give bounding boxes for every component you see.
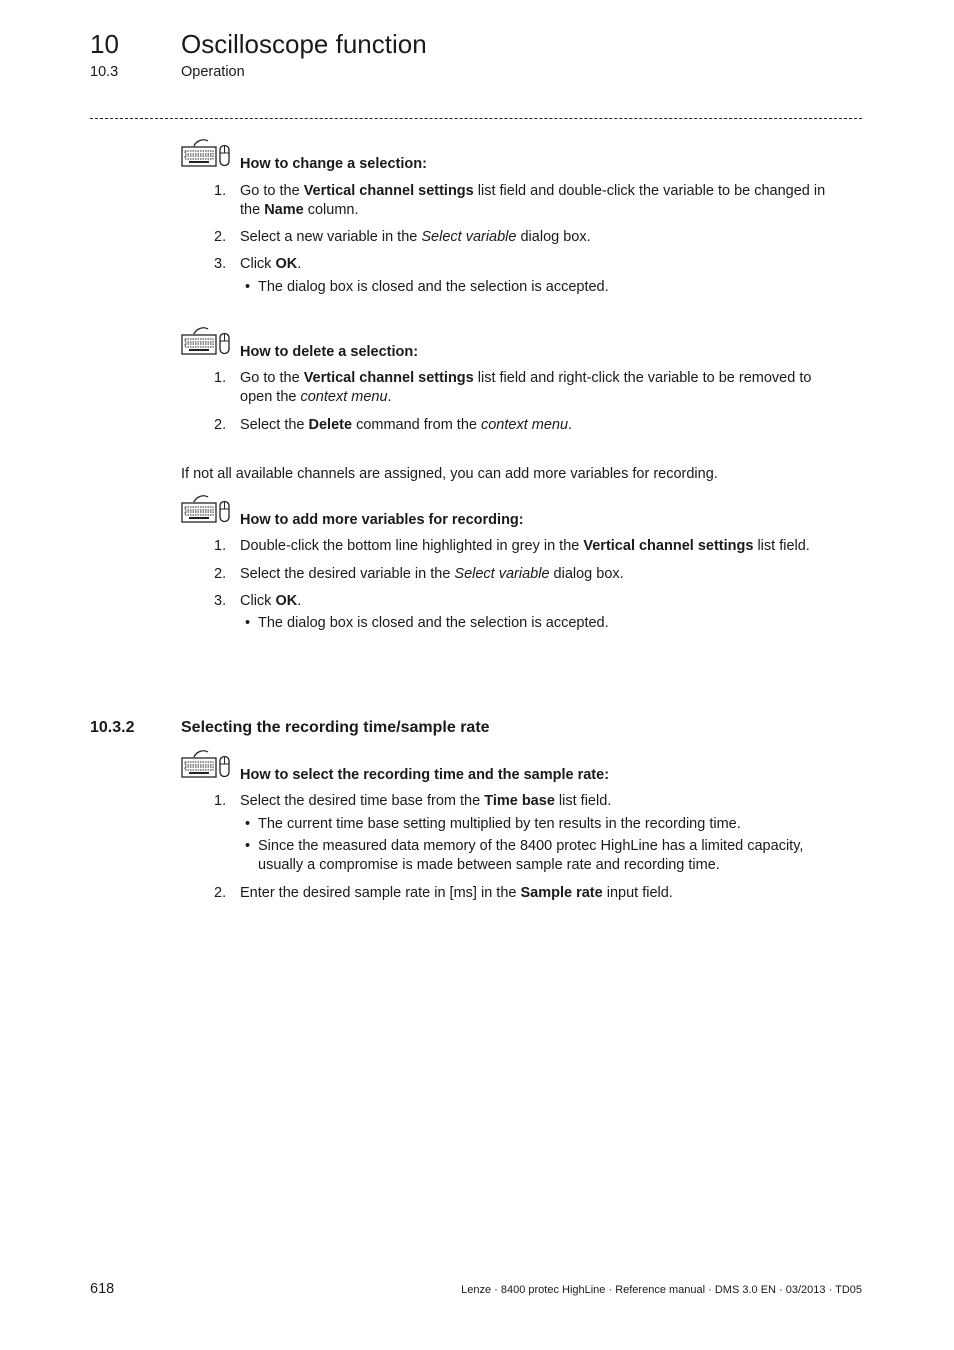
- step-number: 1.: [214, 370, 227, 386]
- keyboard-mouse-icon: [181, 749, 233, 779]
- step-number: 1.: [214, 793, 227, 809]
- section-number: 10.3: [90, 64, 119, 80]
- chapter-title: Oscilloscope function: [181, 29, 427, 59]
- step-text: Click OK.: [240, 593, 302, 609]
- keyboard-mouse-icon: [181, 326, 233, 356]
- bullet-text: The dialog box is closed and the selection is accepted.: [258, 615, 609, 631]
- step-text: Select the Delete command from the context menu.: [240, 417, 573, 433]
- keyboard-mouse-icon: [181, 494, 233, 524]
- step-text: Go to the Vertical channel settings list field and right-click the variable to be removed to: [240, 370, 812, 386]
- step-number: 2.: [214, 885, 227, 901]
- bullet-icon: •: [245, 279, 251, 295]
- bullet-text: The dialog box is closed and the selection is accepted.: [258, 279, 609, 295]
- step-text-continued: open the context menu.: [240, 389, 392, 405]
- bullet-text: Since the measured data memory of the 8400 protec HighLine has a limited capacity,: [258, 838, 804, 854]
- bullet-icon: •: [245, 838, 251, 854]
- bullet-icon: •: [245, 816, 251, 832]
- keyboard-mouse-icon: [181, 138, 233, 168]
- section-title: Operation: [181, 64, 245, 80]
- step-text: Double-click the bottom line highlighted in grey in the Vertical channel settings list field.: [240, 538, 810, 554]
- change-selection-heading: How to change a selection:: [240, 156, 427, 172]
- step-text: Select the desired time base from the Time base list field.: [240, 793, 612, 809]
- bullet-text-continued: usually a compromise is made between sample rate and recording time.: [258, 857, 720, 873]
- footer-document-info: Lenze · 8400 protec HighLine · Reference manual · DMS 3.0 EN · 03/2013 · TD05: [461, 1284, 862, 1296]
- step-number: 3.: [214, 593, 227, 609]
- step-text: Go to the Vertical channel settings list field and double-click the variable to be changed in: [240, 183, 826, 199]
- bullet-text: The current time base setting multiplied by ten results in the recording time.: [258, 816, 741, 832]
- step-text: Select the desired variable in the Select variable dialog box.: [240, 566, 624, 582]
- chapter-number: 10: [90, 29, 119, 59]
- page-number: 618: [90, 1281, 115, 1297]
- step-text: Select a new variable in the Select variable dialog box.: [240, 229, 591, 245]
- step-number: 2.: [214, 229, 227, 245]
- add-variables-heading: How to add more variables for recording:: [240, 512, 524, 528]
- step-text: Enter the desired sample rate in [ms] in the Sample rate input field.: [240, 885, 673, 901]
- header-divider: [90, 118, 862, 119]
- step-text-continued: the Name column.: [240, 202, 359, 218]
- delete-selection-heading: How to delete a selection:: [240, 344, 419, 360]
- subsection-number: 10.3.2: [90, 719, 135, 736]
- step-number: 2.: [214, 566, 227, 582]
- subsection-title: Selecting the recording time/sample rate: [181, 719, 490, 736]
- bullet-icon: •: [245, 615, 251, 631]
- step-number: 2.: [214, 417, 227, 433]
- step-number: 1.: [214, 538, 227, 554]
- step-number: 3.: [214, 256, 227, 272]
- select-time-sample-heading: How to select the recording time and the sample rate:: [240, 767, 610, 783]
- step-number: 1.: [214, 183, 227, 199]
- body-paragraph: If not all available channels are assigned, you can add more variables for recording.: [181, 466, 718, 482]
- step-text: Click OK.: [240, 256, 302, 272]
